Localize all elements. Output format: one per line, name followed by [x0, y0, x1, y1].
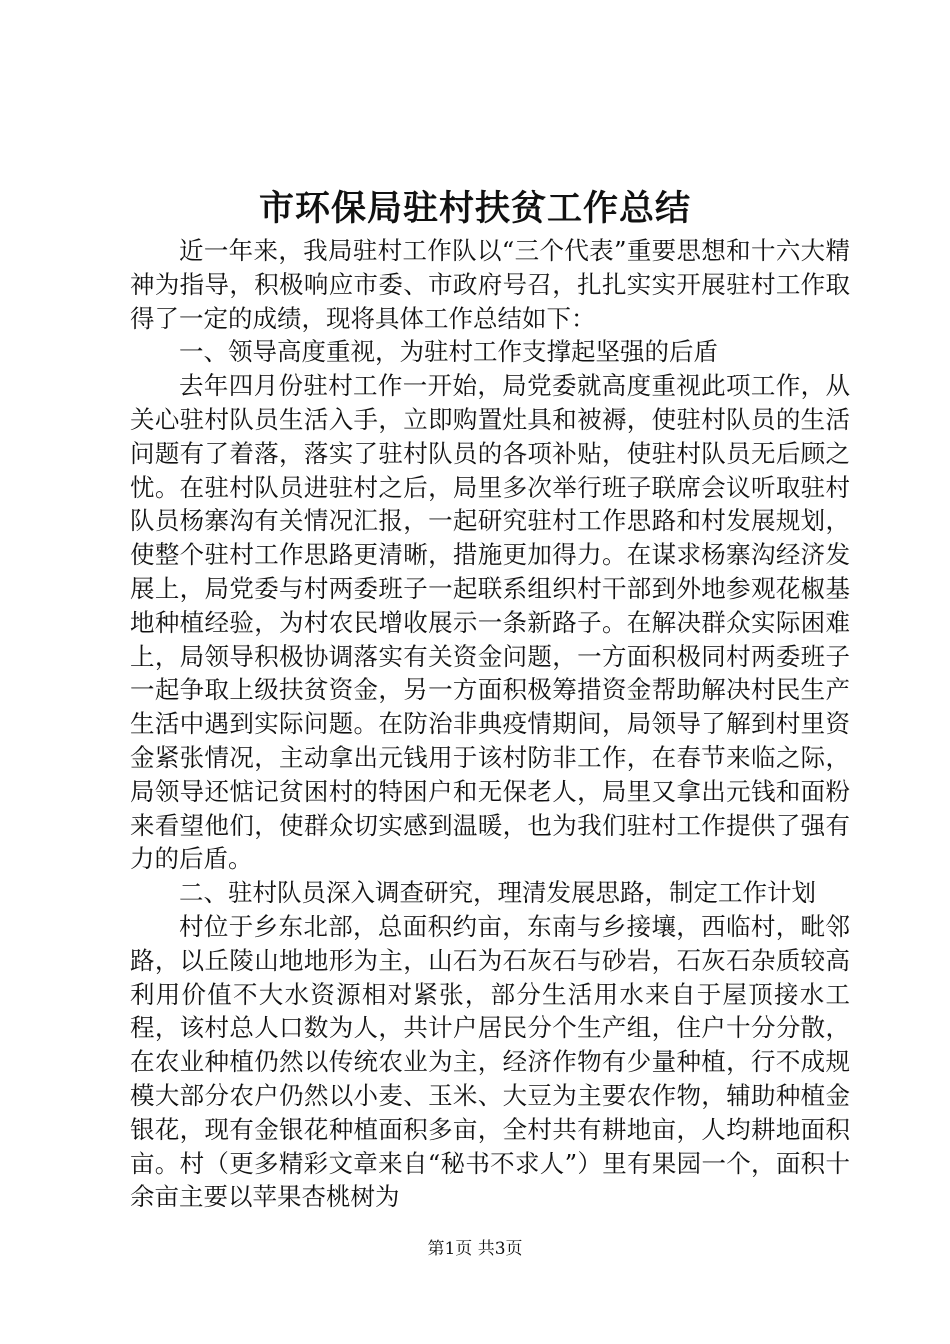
document-body — [130, 234, 850, 1214]
page-footer: 第1页 共3页 — [427, 1239, 523, 1259]
document-title: 市环保局驻村扶贫工作总结 — [258, 188, 691, 229]
section-heading-2: 二、驻村队员深入调查研究，理清发展思路，制定工作计划 — [179, 878, 816, 908]
paragraph-intro: 近一年来，我局驻村工作队以“三个代表”重要思想和十六大精神为指导，积极响应市委、市政府号召，扎扎实实开展驻村工作取得了一定的成绩，现将具体工作总结如下： — [130, 236, 850, 333]
paragraph-section-2: 村位于乡东北部，总面积约亩，东南与乡接壤，西临村，毗邻路，以丘陵山地地形为主，山石为石灰石与砂岩，石灰石杂质较高利用价值不大水资源相对紧张，部分生活用水来自于屋顶接水工程，该村总人口数为人，共计户居民分个生产组，住户十分分散，在农业种植仍然以传统农业为主，经济作物有少量种植，行不成规模大部分农户仍然以小麦、玉米、大豆为主要农作物，辅助种植金银花，现有金银花种植面积多亩，全村共有耕地亩，人均耕地面积亩。村（更多精彩文章来自“秘书不求人”）里有果园一个，面积十余亩主要以苹果杏桃树为 — [130, 911, 850, 1212]
section-heading-1: 一、领导高度重视，为驻村工作支撑起坚强的后盾 — [179, 337, 718, 367]
paragraph-section-1: 去年四月份驻村工作一开始，局党委就高度重视此项工作，从关心驻村队员生活入手，立即购置灶具和被褥，使驻村队员的生活问题有了着落，落实了驻村队员的各项补贴，使驻村队员无后顾之忧。在驻村队员进驻村之后，局里多次举行班子联席会议听取驻村队员杨寨沟有关情况汇报，一起研究驻村工作思路和村发展规划，使整个驻村工作思路更清晰，措施更加得力。在谋求杨寨沟经济发展上，局党委与村两委班子一起联系组织村干部到外地参观花椒基地种植经验，为村农民增收展示一条新路子。在解决群众实际困难上，局领导积极协调落实有关资金问题，一方面积极同村两委班子一起争取上级扶贫资金，另一方面积极筹措资金帮助解决村民生产生活中遇到实际问题。在防治非典疫情期间，局领导了解到村里资金紧张情况，主动拿出元钱用于该村防非工作，在春节来临之际，局领导还惦记贫困村的特困户和无保老人，局里又拿出元钱和面粉来看望他们，使群众切实感到温暖，也为我们驻村工作提供了强有力的后盾。 — [130, 371, 850, 874]
